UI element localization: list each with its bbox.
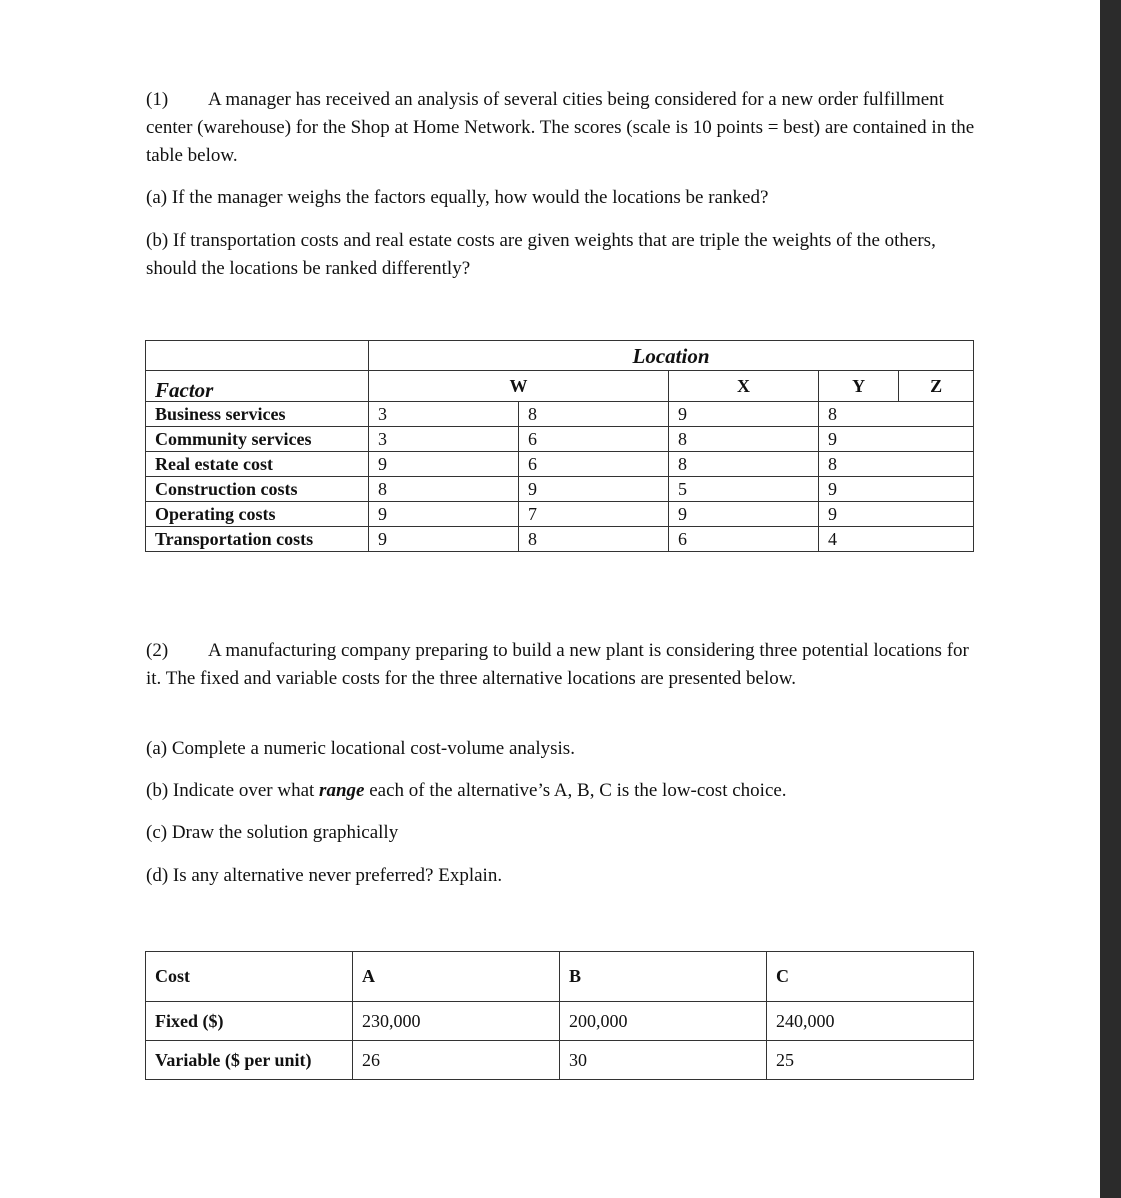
q2-part-b-pre: (b) Indicate over what — [146, 780, 320, 801]
score-cell: 8 — [669, 452, 819, 477]
q1-part-a: (a) If the manager weighs the factors equally, how would the locations be ranked? — [146, 187, 769, 208]
cost-cell: 26 — [353, 1041, 560, 1080]
q2-intro — [146, 637, 976, 693]
cost-cell: 200,000 — [560, 1002, 767, 1041]
location-header: Location — [369, 341, 974, 371]
table-row — [146, 452, 974, 477]
score-cell: 8 — [819, 452, 974, 477]
score-cell: 8 — [369, 477, 519, 502]
table-row — [146, 402, 974, 427]
table1-empty-corner — [146, 341, 369, 371]
score-cell: 8 — [519, 402, 669, 427]
factor-label: Construction costs — [146, 477, 369, 502]
column-header-x: X — [669, 371, 819, 402]
factor-label: Transportation costs — [146, 527, 369, 552]
table-row — [146, 1041, 974, 1080]
score-cell: 9 — [819, 427, 974, 452]
factor-header: Factor — [146, 371, 369, 402]
score-cell: 5 — [669, 477, 819, 502]
q2-number: (2) — [146, 640, 169, 661]
score-cell: 9 — [819, 502, 974, 527]
score-cell: 9 — [369, 452, 519, 477]
q1-intro-text: A manager has received an analysis of several cities being considered for a new order fulfillment center (warehouse) for the Shop at Home Network. The scores (scale is 10 points = best) are contained in the table below. — [146, 89, 975, 166]
factor-label: Business services — [146, 402, 369, 427]
q2-intro-text: A manufacturing company preparing to build a new plant is considering three potential locations for it. The fixed and variable costs for the three alternative locations are presented below. — [146, 640, 969, 689]
cost-cell: 30 — [560, 1041, 767, 1080]
column-header-a: A — [353, 952, 560, 1002]
cost-cell: 230,000 — [353, 1002, 560, 1041]
q2-part-b-emphasis: range — [319, 780, 365, 801]
q2-part-b — [146, 777, 976, 805]
score-cell: 9 — [369, 502, 519, 527]
cost-label: Fixed ($) — [146, 1002, 353, 1041]
score-cell: 8 — [519, 527, 669, 552]
column-header-w: W — [369, 371, 669, 402]
score-cell: 9 — [369, 527, 519, 552]
location-factor-table — [145, 340, 974, 552]
column-header-y: Y — [819, 371, 899, 402]
cost-label: Variable ($ per unit) — [146, 1041, 353, 1080]
score-cell: 9 — [819, 477, 974, 502]
cost-header: Cost — [146, 952, 353, 1002]
column-header-z: Z — [899, 371, 974, 402]
factor-label: Community services — [146, 427, 369, 452]
table-header-row — [146, 952, 974, 1002]
table-row — [146, 427, 974, 452]
table-row — [146, 527, 974, 552]
q1-intro — [146, 86, 976, 170]
column-header-c: C — [767, 952, 974, 1002]
table-row — [146, 1002, 974, 1041]
score-cell: 6 — [669, 527, 819, 552]
score-cell: 9 — [519, 477, 669, 502]
score-cell: 8 — [669, 427, 819, 452]
q2-part-b-post: each of the alternative’s A, B, C is the low-cost choice. — [364, 780, 787, 801]
q2-part-c: (c) Draw the solution graphically — [146, 822, 399, 843]
table-row — [146, 477, 974, 502]
factor-label: Real estate cost — [146, 452, 369, 477]
score-cell: 4 — [819, 527, 974, 552]
q1-part-b: (b) If transportation costs and real estate costs are given weights that are triple the weights of the others, should the locations be ranked differently? — [146, 230, 936, 279]
q1-number: (1) — [146, 89, 169, 110]
score-cell: 3 — [369, 427, 519, 452]
score-cell: 7 — [519, 502, 669, 527]
column-header-b: B — [560, 952, 767, 1002]
cost-table — [145, 951, 974, 1080]
score-cell: 9 — [669, 502, 819, 527]
factor-label: Operating costs — [146, 502, 369, 527]
cost-cell: 25 — [767, 1041, 974, 1080]
score-cell: 6 — [519, 427, 669, 452]
table-row — [146, 502, 974, 527]
score-cell: 9 — [669, 402, 819, 427]
q2-part-d: (d) Is any alternative never preferred? Explain. — [146, 865, 503, 886]
score-cell: 8 — [819, 402, 974, 427]
cost-cell: 240,000 — [767, 1002, 974, 1041]
score-cell: 3 — [369, 402, 519, 427]
score-cell: 6 — [519, 452, 669, 477]
q2-part-a: (a) Complete a numeric locational cost-volume analysis. — [146, 738, 575, 759]
